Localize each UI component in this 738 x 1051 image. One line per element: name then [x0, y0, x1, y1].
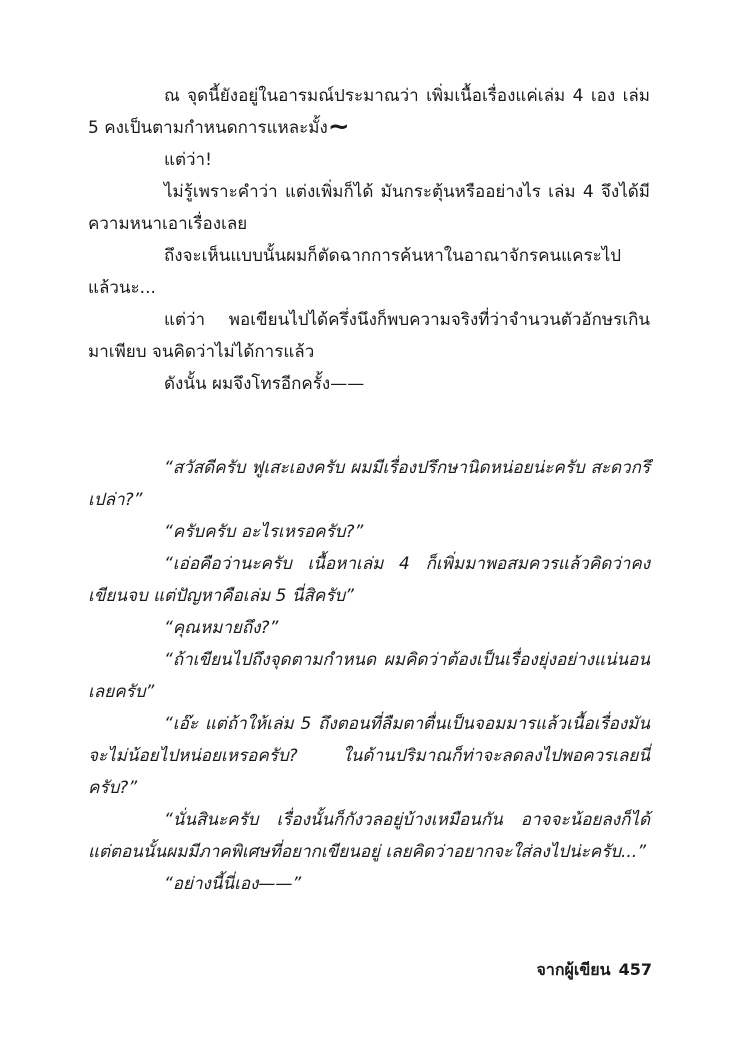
dialogue-line-3: “เอ่อคือว่านะครับ เนื้อหาเล่ม 4 ก็เพิ่มมาพอสมควรแล้วคิดว่าคงเขียนจบ แต่ปัญหาคือเล่ม 5 นี่สิครับ” [88, 554, 650, 606]
paragraph-6: ดังนั้น ผมจึงโทรอีกครั้ง—— [164, 374, 365, 394]
paragraph-2: แต่ว่า! [164, 150, 212, 170]
dialogue-line-1: “สวัสดีครับ ฟูเสะเองครับ ผมมีเรื่องปรึกษานิดหน่อยน่ะครับ สะดวกรึเปล่า?” [88, 458, 650, 510]
dialogue-line-6: “เอ๊ะ แต่ถ้าให้เล่ม 5 ถึงตอนที่ลืมตาตื่นเป็นจอมมารแล้วเนื้อเรื่องมันจะไม่น้อยไปหน่อยเหรอครับ? ในด้านปริมาณก็ท่าจะลดลงไปพอควรเลยนี่ครับ?” [88, 714, 650, 798]
tilde-mark: ~ [327, 112, 350, 142]
dialogue-line-8: “อย่างนี้นี่เอง——” [164, 874, 302, 894]
dialogue-line-2: “ครับครับ อะไรเหรอครับ?” [164, 522, 364, 542]
paragraph-4: ถึงจะเห็นแบบนั้นผมก็ตัดฉากการค้นหาในอาณาจักรคนแคระไปแล้วนะ... [88, 246, 622, 298]
body-text [88, 80, 650, 900]
paragraph-1: ณ จุดนี้ยังอยู่ในอารมณ์ประมาณว่า เพิ่มเนื้อเรื่องแค่เล่ม 4 เอง เล่ม 5 คงเป็นตามกำหนดการแหละมั้ง~ [88, 86, 650, 142]
section-gap [88, 400, 650, 452]
section-title: จากผู้เขียน [536, 960, 611, 979]
dialogue-line-5: “ถ้าเขียนไปถึงจุดตามกำหนด ผมคิดว่าต้องเป็นเรื่องยุ่งอย่างแน่นอนเลยครับ” [88, 650, 650, 702]
paragraph-5: แต่ว่า พอเขียนไปได้ครึ่งนึงก็พบความจริงที่ว่าจำนวนตัวอักษรเกินมาเพียบ จนคิดว่าไม่ได้การแล้ว [88, 310, 650, 362]
page-number: 457 [618, 960, 652, 979]
dialogue-line-4: “คุณหมายถึง?” [164, 618, 279, 638]
dialogue-line-7: “นั่นสินะครับ เรื่องนั้นก็กังวลอยู่บ้างเหมือนกัน อาจจะน้อยลงก็ได้ แต่ตอนนั้นผมมีภาคพิเศษที่อยากเขียนอยู่ เลยคิดว่าอยากจะใส่ลงไปน่ะครับ...” [88, 810, 650, 862]
page-footer [536, 958, 652, 983]
paragraph-3: ไม่รู้เพราะคำว่า แต่งเพิ่มก็ได้ มันกระตุ้นหรืออย่างไร เล่ม 4 จึงได้มีความหนาเอาเรื่องเลย [88, 182, 650, 234]
